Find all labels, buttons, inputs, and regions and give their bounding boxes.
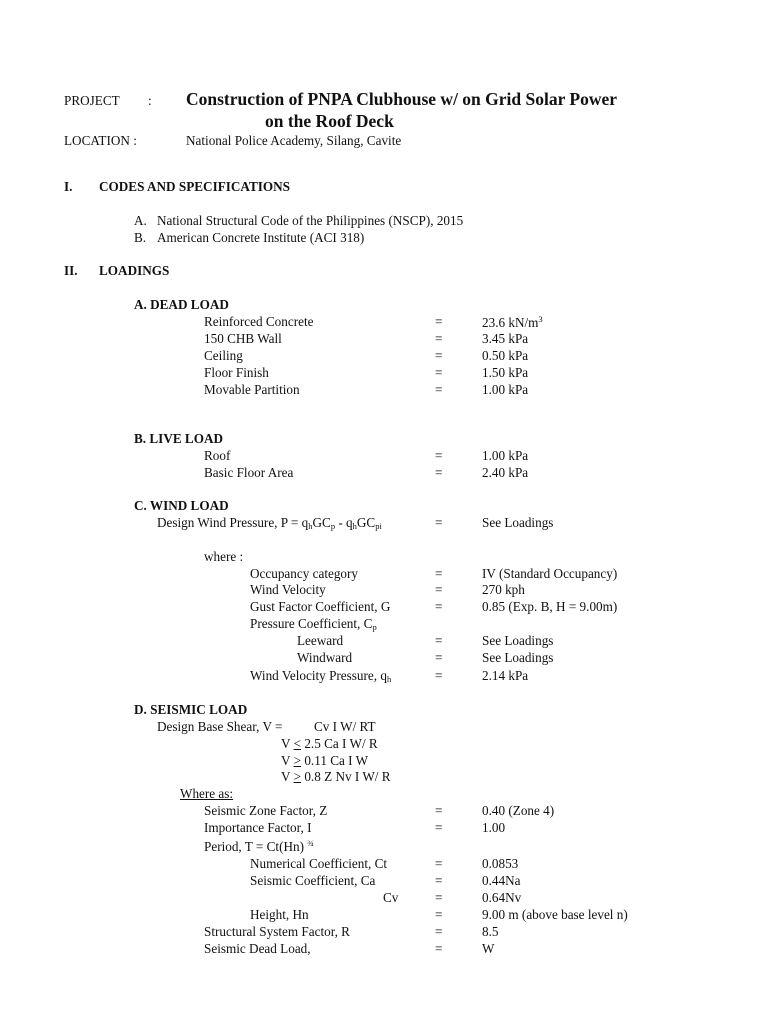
seismic-load-heading: D. SEISMIC LOAD [134, 702, 248, 717]
dead-load-value: 23.6 $kN/m^3$ [482, 314, 543, 330]
equals-sign: = [435, 803, 443, 818]
gust-factor-value: 0.85 (Exp. B, H = 9.00m) [482, 599, 618, 614]
period-label: Period, T = Ct(Hn) $^{\frac{3}{4}}$ [204, 838, 314, 854]
live-load-value: 2.40 kPa [482, 465, 529, 480]
code-item-marker: A. [134, 213, 147, 228]
zone-factor-label: Seismic Zone Factor, Z [204, 803, 328, 818]
equals-sign: = [435, 314, 443, 329]
seismic-dead-load-value: W [482, 941, 495, 956]
seismic-dead-load-label: Seismic Dead Load, [204, 941, 311, 956]
code-item-text: National Structural Code of the Philippines (NSCP), 2015 [157, 213, 464, 228]
location-value: National Police Academy, Silang, Cavite [186, 133, 402, 148]
equals-sign: = [435, 650, 443, 665]
cv-label: Cv [383, 890, 399, 905]
cubed-superscript: 3 [538, 314, 543, 324]
equals-sign: = [435, 907, 443, 922]
wind-velocity-pressure-value: 2.14 kPa [482, 668, 529, 683]
pressure-coefficient-label: Pressure Coefficient, $C_p$ [250, 616, 377, 632]
wind-velocity-value: 270 kph [482, 582, 525, 597]
wind-velocity-label: Wind Velocity [250, 582, 326, 597]
wind-load-heading: C. WIND LOAD [134, 498, 229, 513]
design-wind-pressure-value: See Loadings [482, 515, 554, 530]
occupancy-label: Occupancy category [250, 566, 359, 581]
equals-sign: = [435, 365, 443, 380]
numerical-coefficient-value: 0.0853 [482, 856, 519, 871]
equals-sign: = [435, 465, 443, 480]
base-shear-limit: V < 2.5 Ca I W/ R [281, 736, 378, 751]
equals-sign: = [435, 582, 443, 597]
dead-load-label: Floor Finish [204, 365, 269, 380]
seismic-coefficient-label: Seismic Coefficient, Ca [250, 873, 376, 888]
occupancy-value: IV (Standard Occupancy) [482, 566, 618, 581]
wind-velocity-pressure-label: Wind Velocity Pressure, $q_h$ [250, 668, 392, 684]
leeward-label: Leeward [297, 633, 344, 648]
equals-sign: = [435, 668, 443, 683]
section-2-number: II. [64, 263, 78, 278]
structural-system-factor-label: Structural System Factor, R [204, 924, 350, 939]
zone-factor-value: 0.40 (Zone 4) [482, 803, 555, 818]
cv-value: 0.64Nv [482, 890, 522, 905]
whereas-label: Where as: [180, 786, 234, 801]
dead-load-label: Reinforced Concrete [204, 314, 314, 329]
dead-load-label: Movable Partition [204, 382, 300, 397]
project-title-line1: Construction of PNPA Clubhouse w/ on Grid Solar Power [186, 89, 618, 109]
dead-load-label: Ceiling [204, 348, 243, 363]
project-title-line2: on the Roof Deck [265, 111, 394, 131]
dead-load-value: 1.00 kPa [482, 382, 529, 397]
code-item-text: American Concrete Institute (ACI 318) [157, 230, 365, 245]
dead-load-label: 150 CHB Wall [204, 331, 282, 346]
design-wind-pressure-label: Design Wind Pressure, $P = q_hGC_p - q_hGC_{pi}$ [157, 515, 382, 531]
dead-load-heading: A. DEAD LOAD [134, 297, 229, 312]
location-label: LOCATION : [64, 133, 137, 148]
windward-label: Windward [297, 650, 353, 665]
live-load-label: Roof [204, 448, 231, 463]
windward-value: See Loadings [482, 650, 554, 665]
equals-sign: = [435, 924, 443, 939]
equals-sign: = [435, 348, 443, 363]
structural-system-factor-value: 8.5 [482, 924, 499, 939]
height-label: Height, Hn [250, 907, 309, 922]
equals-sign: = [435, 856, 443, 871]
equals-sign: = [435, 633, 443, 648]
equals-sign: = [435, 566, 443, 581]
height-value: 9.00 m (above base level n) [482, 907, 628, 922]
design-base-shear-label: Design Base Shear, V = [157, 719, 283, 734]
equals-sign: = [435, 515, 443, 530]
equals-sign: = [435, 941, 443, 956]
equals-sign: = [435, 820, 443, 835]
section-1-title: CODES AND SPECIFICATIONS [99, 179, 291, 194]
seismic-coefficient-value: 0.44Na [482, 873, 521, 888]
section-2-title: LOADINGS [99, 263, 170, 278]
period-exponent: ¾ [307, 838, 314, 848]
leeward-value: See Loadings [482, 633, 554, 648]
live-load-label: Basic Floor Area [204, 465, 294, 480]
project-colon: : [148, 93, 152, 108]
base-shear-limit: V > 0.11 Ca I W [281, 753, 369, 768]
project-label: PROJECT [64, 93, 120, 108]
importance-factor-label: Importance Factor, I [204, 820, 312, 835]
where-label: where : [204, 549, 244, 564]
base-shear-limit: V > 0.8 Z Nv I W/ R [281, 769, 391, 784]
equals-sign: = [435, 873, 443, 888]
equals-sign: = [435, 331, 443, 346]
live-load-heading: B. LIVE LOAD [134, 431, 224, 446]
code-item-marker: B. [134, 230, 147, 245]
equals-sign: = [435, 890, 443, 905]
equals-sign: = [435, 448, 443, 463]
equals-sign: = [435, 599, 443, 614]
section-1-number: I. [64, 179, 73, 194]
gust-factor-label: Gust Factor Coefficient, G [250, 599, 391, 614]
design-base-shear-formula: Cv I W/ RT [314, 719, 376, 734]
numerical-coefficient-label: Numerical Coefficient, Ct [250, 856, 388, 871]
equals-sign: = [435, 382, 443, 397]
dead-load-value: 1.50 kPa [482, 365, 529, 380]
dead-load-value: 0.50 kPa [482, 348, 529, 363]
importance-factor-value: 1.00 [482, 820, 506, 835]
live-load-value: 1.00 kPa [482, 448, 529, 463]
dead-load-value: 3.45 kPa [482, 331, 529, 346]
